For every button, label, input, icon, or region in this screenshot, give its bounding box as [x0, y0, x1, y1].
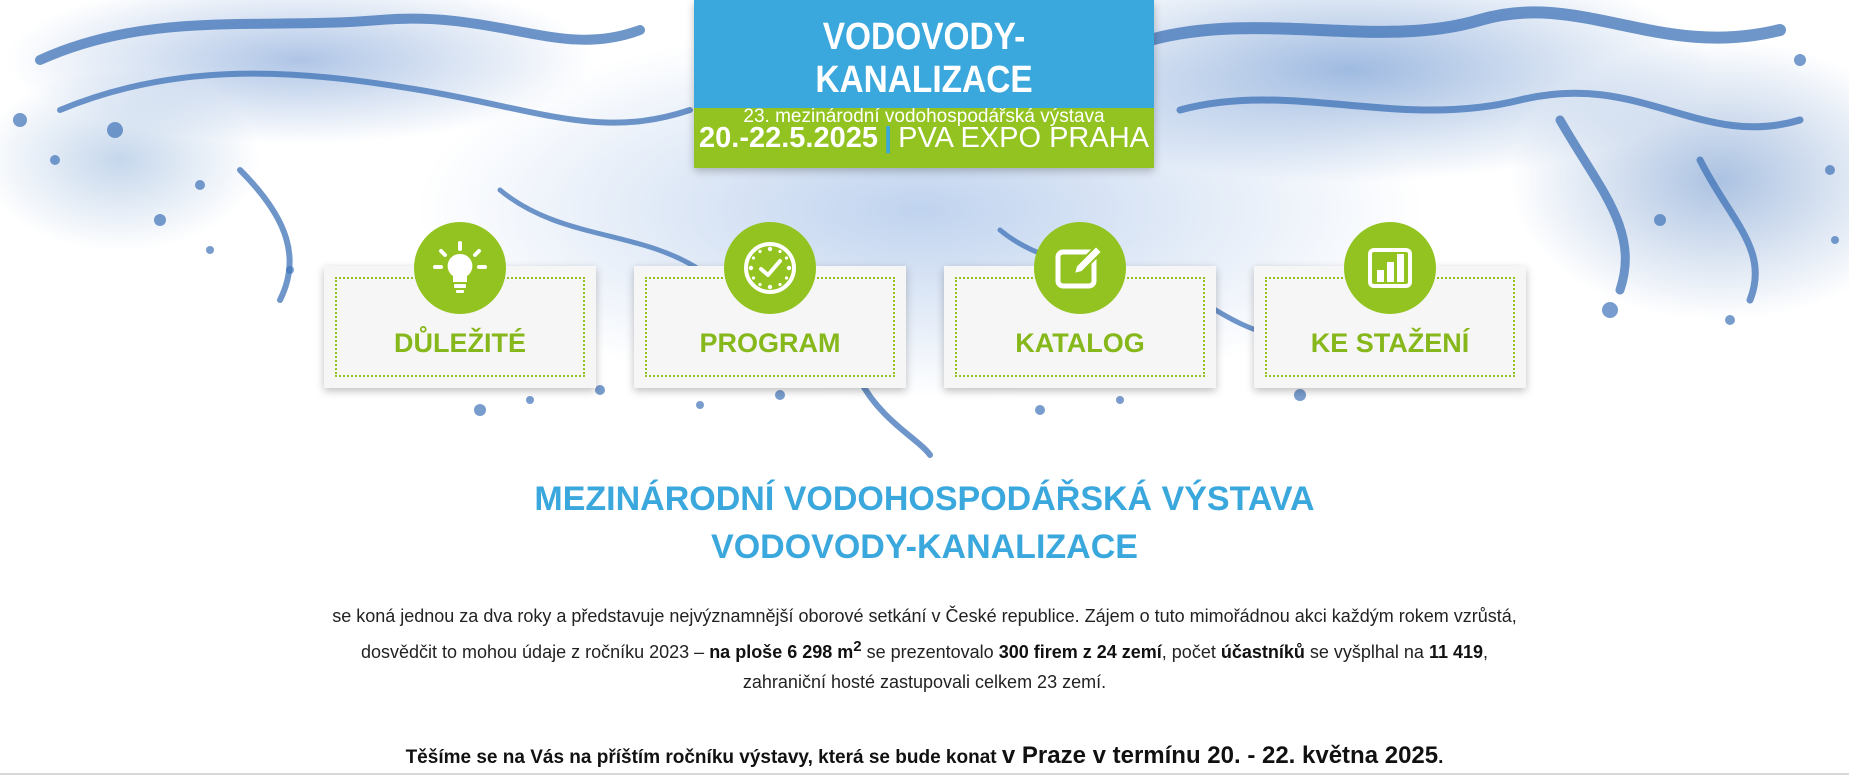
card-label-dulezite: DŮLEŽITÉ: [394, 328, 526, 358]
intro-line2: [0, 638, 1849, 663]
event-banner: [694, 0, 1154, 168]
intro-line3: zahraniční hosté zastupovali celkem 23 zemí.: [742, 672, 1107, 692]
closing-text: Těšíme se na Vás na příštím ročníku výstavy, která se bude konat: [405, 747, 1002, 768]
intro-participants-count: 11 419: [1428, 642, 1484, 662]
intro-text: se vyšplhal na: [1304, 642, 1429, 662]
closing-line: [0, 742, 1849, 770]
event-title: VODOVODY-KANALIZACE: [815, 16, 1033, 101]
intro-firms: 300 firem z 24 zemí: [998, 642, 1162, 662]
card-label-program: PROGRAM: [699, 328, 841, 358]
closing-period: .: [1438, 747, 1444, 768]
event-venue: PVA EXPO PRAHA: [898, 122, 1149, 154]
card-label-ke-stazeni: KE STAŽENÍ: [1310, 328, 1470, 358]
intro-text: , počet: [1161, 642, 1221, 662]
banner-bottom: [694, 108, 1154, 168]
intro-text: dosvědčit to mohou údaje z ročníku 2023 –: [360, 642, 710, 662]
main-heading-line2: VODOVODY-KANALIZACE: [711, 528, 1138, 566]
main-heading-line1: MEZINÁRODNÍ VODOHOSPODÁŘSKÁ VÝSTAVA: [534, 480, 1315, 518]
intro-participants-label: účastníků: [1220, 642, 1305, 662]
intro-line1: se koná jednou za dva roky a představuje nejvýznamnější oborové setkání v České republice. Zájem o tuto mimořádnou akci každým rokem vzrůstá,: [332, 606, 1517, 626]
banner-top: [694, 0, 1154, 108]
lightbulb-icon[interactable]: [414, 222, 506, 314]
intro-area: na ploše 6 298 m: [709, 642, 854, 662]
bar-chart-icon[interactable]: [1344, 222, 1436, 314]
intro-text: ,: [1483, 642, 1489, 662]
event-date: 20.-22.5.2025: [699, 122, 878, 154]
intro-text: se prezentovalo: [861, 642, 999, 662]
closing-date: v Praze v termínu 20. - 22. května 2025: [1001, 742, 1439, 769]
clock-icon[interactable]: [724, 222, 816, 314]
edit-icon[interactable]: [1034, 222, 1126, 314]
card-label-katalog: KATALOG: [1015, 328, 1145, 358]
banner-separator: |: [883, 122, 893, 154]
intro-area-sup: 2: [853, 638, 862, 655]
